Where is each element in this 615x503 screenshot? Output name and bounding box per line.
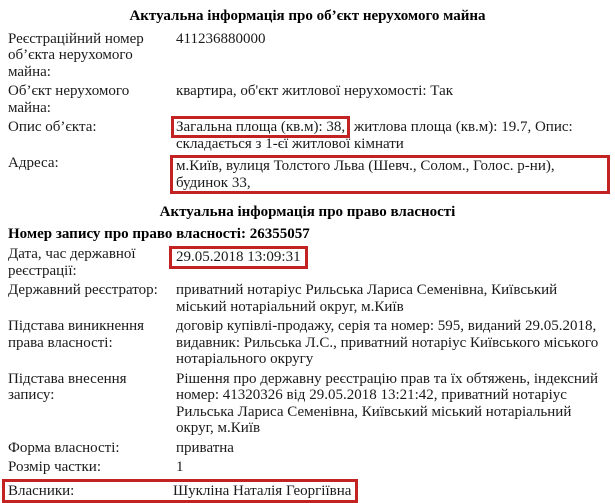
object-description-rest: житлова площа (кв.м): 19.7, Опис: складається з 1-єї житлової кімнати	[176, 119, 573, 152]
registration-number-value: 411236880000	[176, 31, 607, 48]
registration-datetime-label: Дата, час державної реєстрації:	[8, 246, 176, 279]
ownership-basis-value: договір купівлі-продажу, серія та номер: 595, виданий 29.05.2018, видавник: Рильська Л.С., приватний нотаріус Київського міського нотаріального округу	[176, 318, 607, 368]
object-description-value	[176, 119, 607, 152]
object-type-label: Об’єкт нерухомого майна:	[8, 83, 176, 116]
section-object-info	[8, 8, 607, 194]
ownership-record-number-label: Номер запису про право власності:	[8, 226, 246, 242]
ownership-form-value: приватна	[176, 440, 607, 457]
address-value: м.Київ, вулиця Толстого Льва (Шевч., Солом., Голос. р-ни), будинок 33,	[176, 158, 555, 191]
row-ownership-form	[8, 440, 607, 457]
row-ownership-basis	[8, 318, 607, 368]
highlight-box-registration-datetime	[169, 246, 308, 269]
ownership-record-number-line	[8, 226, 607, 243]
ownership-record-number-value: 26355057	[250, 226, 310, 242]
address-label: Адреса:	[8, 155, 176, 172]
record-basis-label: Підстава внесення запису:	[8, 371, 176, 404]
state-registrar-value: приватний нотаріус Рильська Лариса Семенівна, Київський міський нотаріальний округ, м.Київ	[176, 282, 607, 315]
ownership-form-label: Форма власності:	[8, 440, 176, 457]
row-state-registrar	[8, 282, 607, 315]
record-basis-value: Рішення про державну реєстрацію прав та їх обтяжень, індексний номер: 41320326 від 29.05.2018 13:21:42, приватний нотаріус Рильська Лариса Семенівна, Київський міський нотаріальний округ, м.Київ	[176, 371, 607, 437]
row-owners	[8, 483, 351, 500]
highlight-box-owners	[2, 479, 358, 503]
highlight-box-total-area: Загальна площа (кв.м): 38,	[171, 116, 350, 138]
row-address	[8, 155, 607, 194]
row-registration-number	[8, 31, 607, 81]
object-type-value: квартира, об'єкт житлової нерухомості: Так	[176, 83, 607, 100]
registration-datetime-value: 29.05.2018 13:09:31	[176, 249, 301, 265]
row-object-type	[8, 83, 607, 116]
share-size-value: 1	[176, 459, 607, 476]
object-description-label: Опис об’єкта:	[8, 119, 176, 136]
ownership-basis-label: Підстава виникнення права власності:	[8, 318, 176, 351]
row-registration-datetime	[8, 246, 607, 279]
row-share-size	[8, 459, 607, 476]
section-object-title: Актуальна інформація про об’єкт нерухомого майна	[8, 8, 607, 25]
row-record-basis	[8, 371, 607, 437]
section-ownership-title: Актуальна інформація про право власності	[8, 204, 607, 221]
highlight-box-address	[170, 155, 610, 194]
section-ownership-info	[8, 204, 607, 503]
row-object-description	[8, 119, 607, 152]
state-registrar-label: Державний реєстратор:	[8, 282, 176, 299]
share-size-label: Розмір частки:	[8, 459, 176, 476]
registration-number-label: Реєстраційний номер об’єкта нерухомого майна:	[8, 31, 176, 81]
owners-label: Власники:	[8, 483, 173, 500]
owners-value: Шукліна Наталія Георгіївна	[173, 483, 351, 500]
